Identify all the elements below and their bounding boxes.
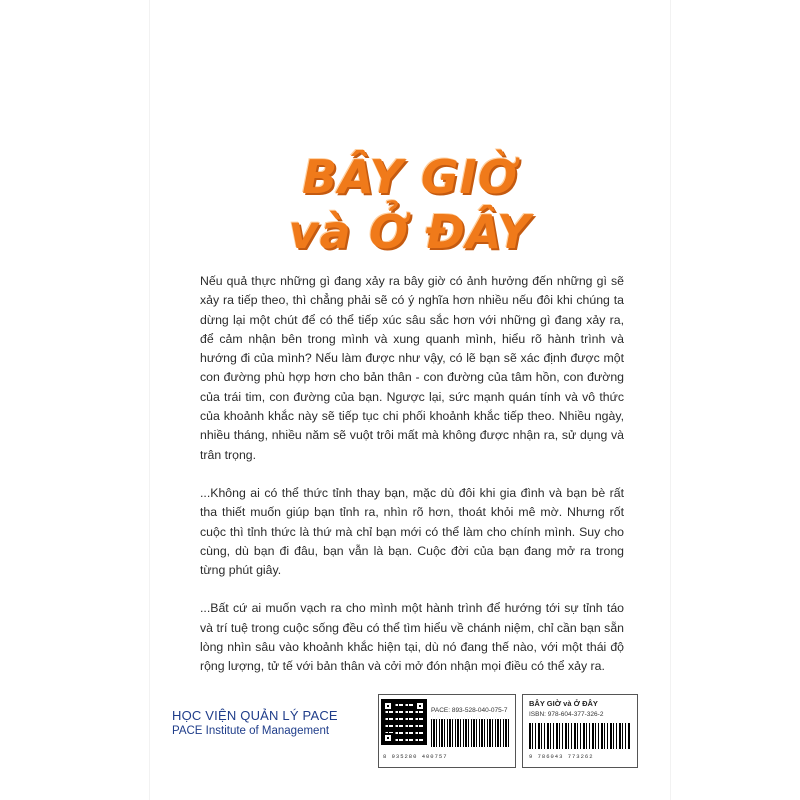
isbn-number: ISBN: 978-604-377-326-2 — [529, 711, 604, 718]
barcode-number: 8 935280 400757 — [383, 753, 448, 760]
book-title-line2: và Ở ĐÂY — [288, 205, 532, 259]
qr-code-icon — [383, 701, 425, 743]
publisher-logo — [172, 708, 372, 737]
publisher-name-en: PACE Institute of Management — [172, 725, 330, 737]
isbn-book-title: BÂY GIỜ và Ở ĐÂY — [529, 699, 598, 708]
barcode-icon — [431, 719, 509, 747]
isbn-barcode-icon — [529, 723, 631, 749]
pace-code: PACE: 893-528-040-075-7 — [431, 707, 508, 714]
back-cover — [150, 0, 670, 800]
blurb — [200, 272, 624, 696]
isbn-barcode-number: 9 786043 773262 — [529, 753, 594, 760]
qr-barcode-box — [378, 694, 516, 768]
publisher-name-vn: HỌC VIỆN QUẢN LÝ PACE — [172, 708, 338, 723]
blurb-paragraph-2: ...Không ai có thể thức tỉnh thay bạn, mặc dù đôi khi gia đình và bạn bè rất tha thiết muốn giúp bạn tỉnh ra, nhìn rõ hơn, thoát khỏi mê mờ. Nhưng rốt cuộc thì tỉnh thức là thứ mà chỉ bạn mới có thể làm cho chính mình. Suy cho cùng, dù bạn đi đâu, bạn vẫn là bạn. Cuộc đời của bạn đang mở ra trong từng phút giây. — [200, 485, 624, 578]
isbn-box — [522, 694, 638, 768]
blurb-paragraph-3: ...Bất cứ ai muốn vạch ra cho mình một hành trình để hướng tới sự tỉnh táo và trí tuệ trong cuộc sống đều có thể tìm hiểu về chánh niệm, chỉ cần bạn sẵn lòng nhìn sâu vào khoảnh khắc hiện tại, dù nó đang thế nào, với một thái độ rộng lượng, tử tế với bản thân và cởi mở đón nhận mọi điều có thể xảy ra. — [200, 601, 624, 674]
blurb-paragraph-1: Nếu quả thực những gì đang xảy ra bây giờ có ảnh hưởng đến những gì sẽ xảy ra tiếp theo, thì chẳng phải sẽ có ý nghĩa hơn nhiều nếu đôi khi chúng ta dừng lại một chút để có thể tiếp xúc sâu sắc hơn với những gì đang xảy ra, để cảm nhận bên trong mình và xung quanh mình, hiểu rõ hành trình và hướng đi của mình? Nếu làm được như vậy, có lẽ bạn sẽ xác định được một con đường phù hợp hơn cho bản thân - con đường của tâm hồn, con đường của trái tim, con đường của bạn. Ngược lại, sức mạnh quán tính và vô thức của khoảnh khắc này sẽ tiếp tục chi phối khoảnh khắc tiếp theo. Nhiều ngày, nhiều tháng, nhiều năm sẽ vuột trôi mất mà không được nhận ra, sử dụng và trân trọng. — [200, 274, 624, 462]
book-title-line1: BÂY GIỜ — [302, 150, 518, 204]
